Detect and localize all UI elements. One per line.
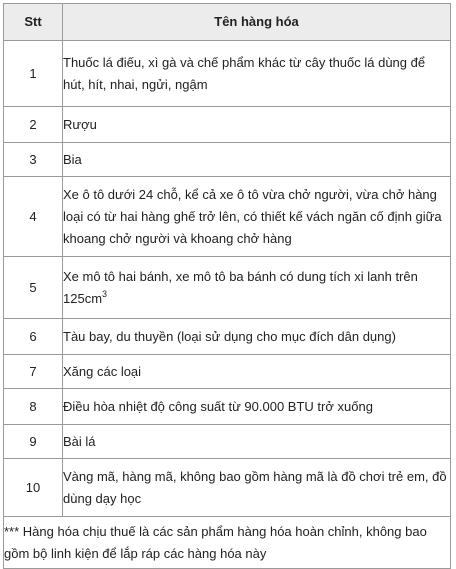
row-number: 6 xyxy=(4,319,63,355)
table-row xyxy=(4,355,451,389)
table-row xyxy=(4,177,451,257)
table-row xyxy=(4,257,451,319)
table-row xyxy=(4,107,451,143)
table-row xyxy=(4,41,451,107)
row-goods-name: Thuốc lá điếu, xì gà và chế phẩm khác từ cây thuốc lá dùng để hút, hít, nhai, ngửi, ngậm xyxy=(63,41,451,107)
row-number: 3 xyxy=(4,143,63,177)
row-number: 9 xyxy=(4,425,63,459)
goods-table xyxy=(3,3,451,569)
footnote: *** Hàng hóa chịu thuế là các sản phẩm hàng hóa hoàn chỉnh, không bao gồm bộ linh kiện để lắp ráp các hàng hóa này xyxy=(4,517,451,569)
row-number: 5 xyxy=(4,257,63,319)
row-goods-name: Xe ô tô dưới 24 chỗ, kể cả xe ô tô vừa chở người, vừa chở hàng loại có từ hai hàng ghế trở lên, có thiết kế vách ngăn cố định giữa khoang chở người và khoang chở hàng xyxy=(63,177,451,257)
row-goods-name: Điều hòa nhiệt độ công suất từ 90.000 BTU trở xuống xyxy=(63,389,451,425)
table-row xyxy=(4,459,451,517)
footnote-row xyxy=(4,517,451,569)
row-goods-name: Bia xyxy=(63,143,451,177)
row-goods-name: Vàng mã, hàng mã, không bao gồm hàng mã là đồ chơi trẻ em, đồ dùng dạy học xyxy=(63,459,451,517)
row-goods-name xyxy=(63,257,451,319)
table-row xyxy=(4,389,451,425)
row-number: 4 xyxy=(4,177,63,257)
row-goods-name: Bài lá xyxy=(63,425,451,459)
header-name: Tên hàng hóa xyxy=(63,4,451,41)
row-goods-name-text: Xe mô tô hai bánh, xe mô tô ba bánh có dung tích xi lanh trên 125cm xyxy=(63,268,418,306)
row-number: 2 xyxy=(4,107,63,143)
table-row xyxy=(4,319,451,355)
row-number: 10 xyxy=(4,459,63,517)
table-row xyxy=(4,143,451,177)
header-stt: Stt xyxy=(4,4,63,41)
row-number: 8 xyxy=(4,389,63,425)
row-number: 1 xyxy=(4,41,63,107)
table-row xyxy=(4,425,451,459)
superscript-three: 3 xyxy=(102,288,108,299)
table-header-row xyxy=(4,4,451,41)
row-number: 7 xyxy=(4,355,63,389)
row-goods-name: Xăng các loại xyxy=(63,355,451,389)
row-goods-name: Tàu bay, du thuyền (loại sử dụng cho mục đích dân dụng) xyxy=(63,319,451,355)
row-goods-name: Rượu xyxy=(63,107,451,143)
